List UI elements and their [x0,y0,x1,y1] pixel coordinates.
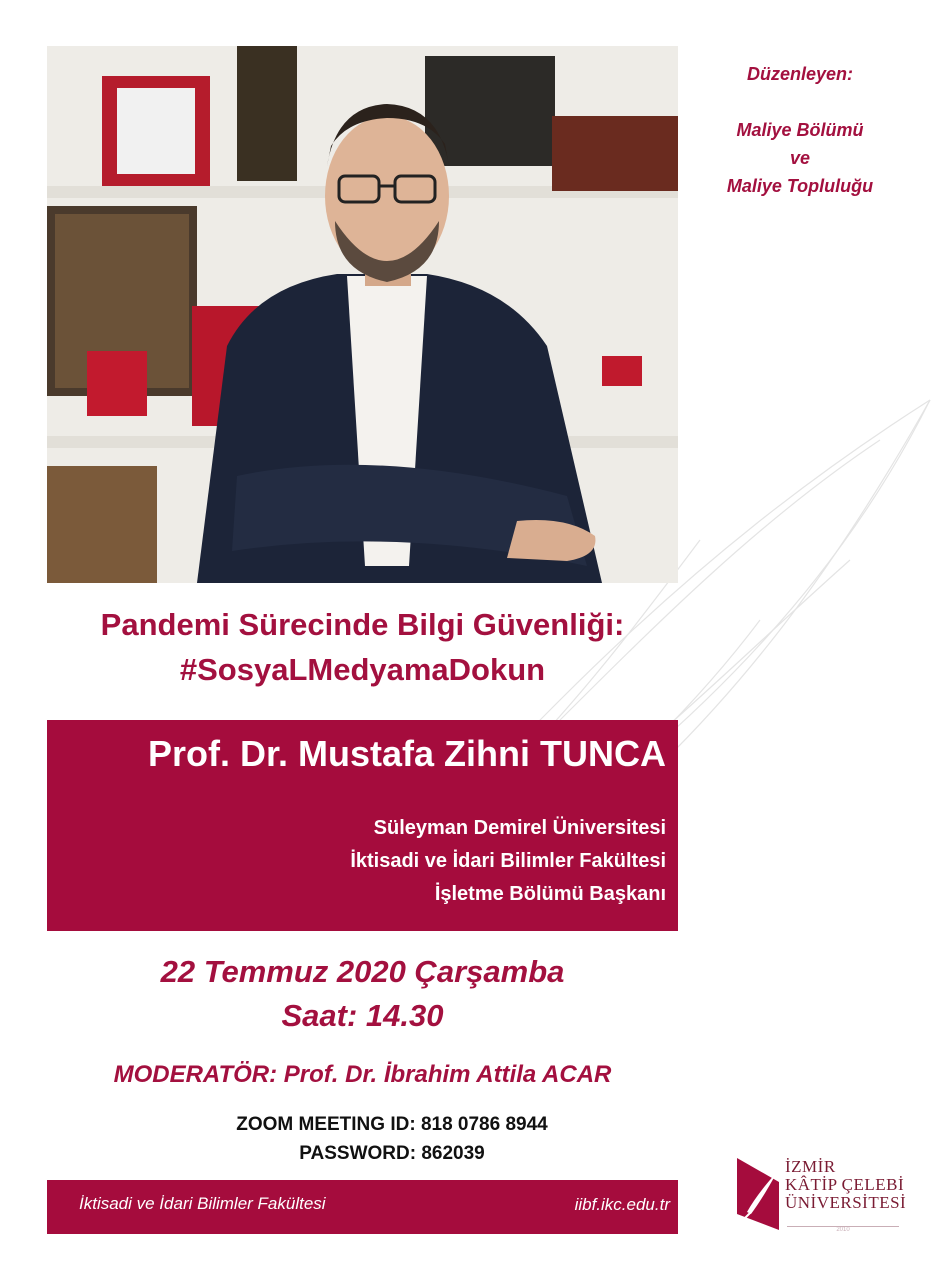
event-schedule [47,950,678,1038]
zoom-meeting-id: ZOOM MEETING ID: 818 0786 8944 [236,1114,548,1135]
footer-url-link[interactable]: iibf.ikc.edu.tr [574,1195,670,1214]
logo-line3: ÜNİVERSİTESİ [785,1193,907,1212]
event-title [47,602,678,692]
event-title-line1: Pandemi Sürecinde Bilgi Güvenliği: [100,607,625,642]
footer-bar [47,1180,678,1234]
zoom-details [47,1110,737,1168]
logo-wordmark [785,1158,906,1212]
university-logo [735,1154,915,1236]
organizer-block [700,60,900,200]
organizer-conjunction: ve [789,148,811,168]
speaker-university: Süleyman Demirel Üniversitesi [373,817,666,839]
speaker-affiliation [350,812,666,911]
organizer-club: Maliye Topluluğu [726,176,874,196]
organizer-department: Maliye Bölümü [736,120,864,140]
logo-line1: İZMİR [785,1157,836,1176]
speaker-banner [47,720,678,931]
speaker-position: İşletme Bölümü Başkanı [434,883,666,905]
organizer-heading: Düzenleyen: [746,64,854,84]
speaker-faculty: İktisadi ve İdari Bilimler Fakültesi [350,850,666,872]
zoom-password: PASSWORD: 862039 [299,1143,485,1164]
event-date: 22 Temmuz 2020 Çarşamba [160,954,565,989]
moderator-line: MODERATÖR: Prof. Dr. İbrahim Attila ACAR [113,1061,612,1088]
footer-faculty: İktisadi ve İdari Bilimler Fakültesi [79,1194,326,1213]
event-time: Saat: 14.30 [281,998,444,1033]
event-hashtag: #SosyaLMedyamaDokun [179,652,546,687]
speaker-photo [47,46,678,583]
logo-line2: KÂTİP ÇELEBİ [785,1175,905,1194]
speaker-name: Prof. Dr. Mustafa Zihni TUNCA [147,733,666,774]
logo-year: 2010 [787,1226,899,1233]
quill-logo-icon [735,1154,785,1234]
